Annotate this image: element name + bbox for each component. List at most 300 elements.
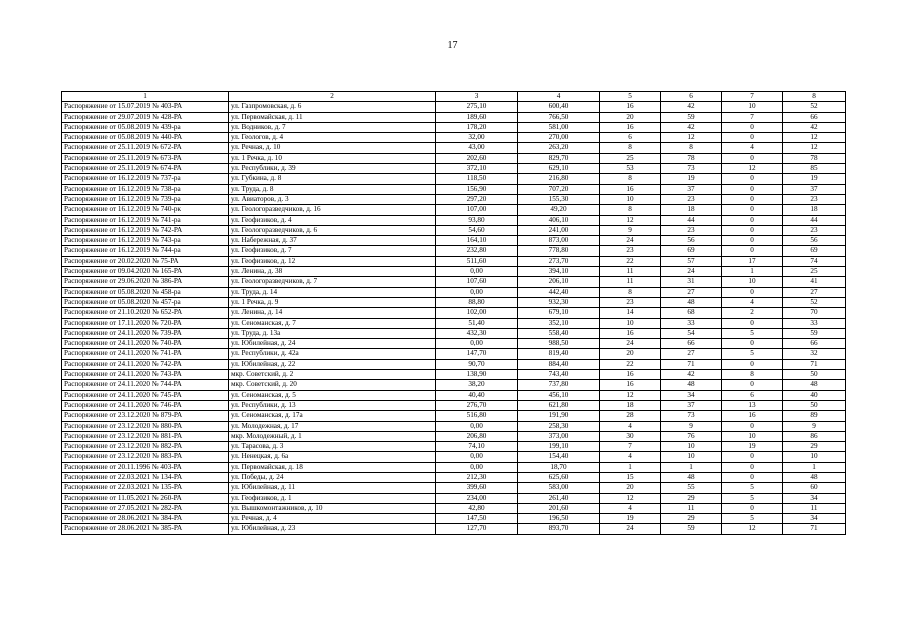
cell-document: Распоряжение от 17.11.2020 № 720-РА [62, 318, 229, 328]
cell-value-6: 48 [661, 380, 722, 390]
table-row [62, 174, 846, 184]
cell-value-6: 8 [661, 143, 722, 153]
cell-value-3: 138,90 [436, 370, 518, 380]
cell-document: Распоряжение от 16.12.2019 № 742-РА [62, 225, 229, 235]
cell-value-3: 0,00 [436, 462, 518, 472]
cell-value-4: 155,30 [518, 194, 600, 204]
cell-value-4: 273,70 [518, 256, 600, 266]
cell-value-6: 42 [661, 370, 722, 380]
cell-value-7: 10 [722, 431, 783, 441]
cell-value-7: 0 [722, 205, 783, 215]
cell-value-4: 261,40 [518, 493, 600, 503]
cell-value-8: 52 [783, 102, 846, 112]
cell-value-8: 18 [783, 205, 846, 215]
cell-value-8: 19 [783, 174, 846, 184]
cell-value-7: 12 [722, 164, 783, 174]
cell-value-7: 0 [722, 246, 783, 256]
cell-value-6: 66 [661, 339, 722, 349]
cell-value-7: 12 [722, 524, 783, 534]
table-row [62, 411, 846, 421]
cell-value-8: 70 [783, 308, 846, 318]
cell-address: ул. Газпромовская, д. 6 [229, 102, 436, 112]
cell-value-5: 16 [600, 380, 661, 390]
cell-value-3: 511,60 [436, 256, 518, 266]
cell-value-8: 69 [783, 246, 846, 256]
cell-value-7: 0 [722, 215, 783, 225]
cell-value-6: 78 [661, 153, 722, 163]
column-header: 8 [783, 92, 846, 102]
cell-value-7: 2 [722, 308, 783, 318]
cell-value-8: 71 [783, 359, 846, 369]
cell-value-8: 23 [783, 194, 846, 204]
cell-value-6: 24 [661, 267, 722, 277]
cell-value-5: 20 [600, 112, 661, 122]
cell-value-4: 201,60 [518, 503, 600, 513]
registry-table [61, 91, 846, 535]
cell-value-4: 778,80 [518, 246, 600, 256]
cell-value-3: 0,00 [436, 287, 518, 297]
cell-address: ул. Республики, д. 42а [229, 349, 436, 359]
cell-document: Распоряжение от 23.12.2020 № 880-РА [62, 421, 229, 431]
cell-value-6: 55 [661, 483, 722, 493]
cell-address: ул. Труда, д. 8 [229, 184, 436, 194]
cell-value-5: 24 [600, 524, 661, 534]
cell-value-7: 0 [722, 122, 783, 132]
cell-value-5: 8 [600, 287, 661, 297]
cell-value-4: 829,70 [518, 153, 600, 163]
cell-address: ул. Сеноманская, д. 5 [229, 390, 436, 400]
cell-address: ул. Тарасова, д. 3 [229, 442, 436, 452]
cell-value-6: 42 [661, 122, 722, 132]
table-row [62, 277, 846, 287]
cell-address: ул. Труда, д. 13а [229, 328, 436, 338]
cell-value-4: 819,40 [518, 349, 600, 359]
cell-document: Распоряжение от 16.12.2019 № 740-рк [62, 205, 229, 215]
cell-value-6: 56 [661, 236, 722, 246]
table-body [62, 102, 846, 534]
table-row [62, 421, 846, 431]
cell-value-4: 581,00 [518, 122, 600, 132]
cell-value-6: 18 [661, 205, 722, 215]
cell-address: ул. Юбилейная, д. 22 [229, 359, 436, 369]
cell-document: Распоряжение от 27.05.2021 № 282-РА [62, 503, 229, 513]
cell-value-5: 4 [600, 452, 661, 462]
cell-value-5: 20 [600, 349, 661, 359]
cell-value-6: 33 [661, 318, 722, 328]
cell-value-4: 932,30 [518, 297, 600, 307]
cell-value-6: 29 [661, 514, 722, 524]
cell-value-6: 71 [661, 359, 722, 369]
cell-address: ул. Геологоразведчиков, д. 7 [229, 277, 436, 287]
cell-value-8: 59 [783, 328, 846, 338]
cell-value-3: 93,80 [436, 215, 518, 225]
cell-value-7: 4 [722, 297, 783, 307]
cell-document: Распоряжение от 16.12.2019 № 739-ра [62, 194, 229, 204]
cell-value-4: 49,20 [518, 205, 600, 215]
table-row [62, 390, 846, 400]
table-row [62, 153, 846, 163]
cell-value-8: 74 [783, 256, 846, 266]
table-row [62, 400, 846, 410]
cell-value-7: 0 [722, 359, 783, 369]
cell-address: ул. Авиаторов, д. 3 [229, 194, 436, 204]
cell-value-8: 86 [783, 431, 846, 441]
cell-document: Распоряжение от 16.12.2019 № 744-ра [62, 246, 229, 256]
cell-value-3: 232,80 [436, 246, 518, 256]
cell-value-8: 34 [783, 493, 846, 503]
cell-value-3: 432,30 [436, 328, 518, 338]
table-row [62, 472, 846, 482]
cell-document: Распоряжение от 23.12.2020 № 881-РА [62, 431, 229, 441]
table-row [62, 246, 846, 256]
cell-value-5: 23 [600, 297, 661, 307]
cell-value-7: 5 [722, 349, 783, 359]
cell-value-3: 54,60 [436, 225, 518, 235]
cell-value-6: 19 [661, 174, 722, 184]
cell-value-5: 20 [600, 483, 661, 493]
column-header: 6 [661, 92, 722, 102]
cell-value-5: 10 [600, 318, 661, 328]
cell-document: Распоряжение от 15.07.2019 № 403-РА [62, 102, 229, 112]
table-row [62, 184, 846, 194]
cell-value-4: 263,20 [518, 143, 600, 153]
cell-value-3: 147,70 [436, 349, 518, 359]
cell-value-8: 78 [783, 153, 846, 163]
cell-address: ул. Геофизиков, д. 1 [229, 493, 436, 503]
cell-value-8: 23 [783, 225, 846, 235]
cell-address: ул. Первомайская, д. 18 [229, 462, 436, 472]
cell-document: Распоряжение от 28.06.2021 № 384-РА [62, 514, 229, 524]
cell-value-8: 11 [783, 503, 846, 513]
cell-value-7: 0 [722, 339, 783, 349]
cell-value-3: 234,00 [436, 493, 518, 503]
cell-value-5: 9 [600, 225, 661, 235]
cell-value-3: 118,50 [436, 174, 518, 184]
cell-value-3: 147,50 [436, 514, 518, 524]
table-row [62, 267, 846, 277]
cell-value-7: 6 [722, 390, 783, 400]
cell-value-6: 37 [661, 184, 722, 194]
cell-value-4: 743,40 [518, 370, 600, 380]
cell-address: ул. Труда, д. 14 [229, 287, 436, 297]
cell-value-8: 66 [783, 112, 846, 122]
page-number: 17 [447, 40, 458, 51]
cell-value-7: 5 [722, 483, 783, 493]
cell-value-8: 52 [783, 297, 846, 307]
cell-address: ул. Геологоразведчиков, д. 16 [229, 205, 436, 215]
cell-value-5: 10 [600, 194, 661, 204]
cell-value-6: 23 [661, 225, 722, 235]
cell-document: Распоряжение от 05.08.2019 № 440-РА [62, 133, 229, 143]
cell-value-5: 16 [600, 102, 661, 112]
cell-document: Распоряжение от 24.11.2020 № 745-РА [62, 390, 229, 400]
cell-document: Распоряжение от 16.12.2019 № 737-ра [62, 174, 229, 184]
cell-value-8: 42 [783, 122, 846, 132]
cell-value-6: 42 [661, 102, 722, 112]
cell-value-5: 25 [600, 153, 661, 163]
cell-value-7: 0 [722, 287, 783, 297]
cell-value-3: 516,80 [436, 411, 518, 421]
cell-value-4: 18,70 [518, 462, 600, 472]
cell-value-6: 1 [661, 462, 722, 472]
cell-value-5: 4 [600, 421, 661, 431]
cell-address: ул. Губкина, д. 8 [229, 174, 436, 184]
cell-value-3: 297,20 [436, 194, 518, 204]
cell-document: Распоряжение от 29.06.2020 № 386-РА [62, 277, 229, 287]
cell-address: ул. Юбилейная, д. 24 [229, 339, 436, 349]
cell-address: ул. Республики, д. 39 [229, 164, 436, 174]
cell-document: Распоряжение от 24.11.2020 № 744-РА [62, 380, 229, 390]
cell-document: Распоряжение от 24.11.2020 № 746-РА [62, 400, 229, 410]
table-row [62, 164, 846, 174]
cell-value-3: 275,10 [436, 102, 518, 112]
cell-value-4: 600,40 [518, 102, 600, 112]
cell-value-4: 191,90 [518, 411, 600, 421]
cell-address: ул. Сеноманская, д. 17а [229, 411, 436, 421]
cell-value-7: 0 [722, 133, 783, 143]
cell-value-3: 90,70 [436, 359, 518, 369]
cell-value-4: 206,10 [518, 277, 600, 287]
cell-value-5: 8 [600, 143, 661, 153]
cell-value-4: 373,00 [518, 431, 600, 441]
cell-address: ул. Геофизиков, д. 7 [229, 246, 436, 256]
table-row [62, 122, 846, 132]
cell-value-8: 32 [783, 349, 846, 359]
cell-document: Распоряжение от 20.02.2020 № 75-РА [62, 256, 229, 266]
cell-value-3: 202,60 [436, 153, 518, 163]
table-row [62, 194, 846, 204]
cell-value-4: 621,80 [518, 400, 600, 410]
cell-document: Распоряжение от 22.03.2021 № 135-РА [62, 483, 229, 493]
cell-value-6: 27 [661, 287, 722, 297]
cell-value-8: 10 [783, 452, 846, 462]
cell-value-6: 59 [661, 524, 722, 534]
table-row [62, 524, 846, 534]
cell-value-3: 88,80 [436, 297, 518, 307]
cell-document: Распоряжение от 11.05.2021 № 260-РА [62, 493, 229, 503]
cell-value-5: 15 [600, 472, 661, 482]
cell-value-4: 270,00 [518, 133, 600, 143]
cell-address: ул. Молодежная, д. 17 [229, 421, 436, 431]
table-row [62, 462, 846, 472]
cell-value-5: 22 [600, 359, 661, 369]
cell-address: ул. Сеноманская, д. 7 [229, 318, 436, 328]
cell-value-3: 107,60 [436, 277, 518, 287]
cell-value-5: 53 [600, 164, 661, 174]
cell-value-3: 40,40 [436, 390, 518, 400]
cell-value-3: 74,10 [436, 442, 518, 452]
cell-value-8: 34 [783, 514, 846, 524]
cell-value-4: 893,70 [518, 524, 600, 534]
table-row [62, 328, 846, 338]
cell-value-6: 9 [661, 421, 722, 431]
cell-address: ул. Ленина, д. 14 [229, 308, 436, 318]
cell-value-4: 766,50 [518, 112, 600, 122]
cell-value-5: 28 [600, 411, 661, 421]
table-row [62, 225, 846, 235]
cell-value-6: 29 [661, 493, 722, 503]
cell-address: ул. 1 Речка, д. 10 [229, 153, 436, 163]
cell-value-3: 189,60 [436, 112, 518, 122]
cell-value-5: 8 [600, 205, 661, 215]
cell-value-7: 0 [722, 503, 783, 513]
cell-value-5: 16 [600, 370, 661, 380]
cell-value-7: 5 [722, 328, 783, 338]
table-row [62, 308, 846, 318]
cell-document: Распоряжение от 24.11.2020 № 743-РА [62, 370, 229, 380]
cell-document: Распоряжение от 20.11.1996 № 403-РА [62, 462, 229, 472]
cell-value-4: 406,10 [518, 215, 600, 225]
cell-value-8: 12 [783, 133, 846, 143]
cell-value-7: 0 [722, 318, 783, 328]
cell-value-8: 25 [783, 267, 846, 277]
cell-value-8: 40 [783, 390, 846, 400]
table-row [62, 256, 846, 266]
cell-value-8: 44 [783, 215, 846, 225]
table-row [62, 102, 846, 112]
cell-value-3: 0,00 [436, 339, 518, 349]
cell-value-8: 89 [783, 411, 846, 421]
column-header: 3 [436, 92, 518, 102]
cell-value-4: 558,40 [518, 328, 600, 338]
cell-value-4: 154,40 [518, 452, 600, 462]
cell-value-4: 352,10 [518, 318, 600, 328]
cell-address: ул. Водников, д. 7 [229, 122, 436, 132]
cell-value-7: 13 [722, 400, 783, 410]
table-row [62, 359, 846, 369]
cell-value-3: 212,30 [436, 472, 518, 482]
table-row [62, 297, 846, 307]
cell-value-6: 57 [661, 256, 722, 266]
cell-value-6: 10 [661, 452, 722, 462]
cell-value-8: 48 [783, 472, 846, 482]
table-row [62, 514, 846, 524]
cell-document: Распоряжение от 25.11.2019 № 673-РА [62, 153, 229, 163]
cell-value-6: 59 [661, 112, 722, 122]
cell-value-3: 206,80 [436, 431, 518, 441]
cell-value-4: 394,10 [518, 267, 600, 277]
cell-value-8: 71 [783, 524, 846, 534]
cell-value-5: 16 [600, 122, 661, 132]
table-row [62, 349, 846, 359]
cell-address: ул. Юбилейная, д. 23 [229, 524, 436, 534]
column-header: 7 [722, 92, 783, 102]
table-row [62, 370, 846, 380]
cell-value-7: 5 [722, 493, 783, 503]
cell-value-8: 85 [783, 164, 846, 174]
cell-value-6: 37 [661, 400, 722, 410]
cell-address: ул. Геофизиков, д. 12 [229, 256, 436, 266]
cell-value-5: 1 [600, 462, 661, 472]
cell-value-5: 12 [600, 390, 661, 400]
cell-value-4: 873,00 [518, 236, 600, 246]
table-row [62, 493, 846, 503]
column-header: 1 [62, 92, 229, 102]
cell-value-6: 34 [661, 390, 722, 400]
cell-address: ул. Речная, д. 4 [229, 514, 436, 524]
cell-document: Распоряжение от 24.11.2020 № 739-РА [62, 328, 229, 338]
cell-value-3: 102,00 [436, 308, 518, 318]
cell-address: ул. Набережная, д. 37 [229, 236, 436, 246]
cell-value-8: 9 [783, 421, 846, 431]
cell-value-5: 30 [600, 431, 661, 441]
cell-value-5: 4 [600, 503, 661, 513]
table-row [62, 112, 846, 122]
cell-document: Распоряжение от 05.08.2019 № 439-ра [62, 122, 229, 132]
cell-value-8: 27 [783, 287, 846, 297]
cell-document: Распоряжение от 24.11.2020 № 740-РА [62, 339, 229, 349]
cell-value-7: 17 [722, 256, 783, 266]
cell-address: ул. Ленина, д. 38 [229, 267, 436, 277]
cell-value-7: 0 [722, 174, 783, 184]
cell-document: Распоряжение от 21.10.2020 № 652-РА [62, 308, 229, 318]
cell-value-5: 12 [600, 215, 661, 225]
cell-value-8: 48 [783, 380, 846, 390]
table-row [62, 236, 846, 246]
cell-value-3: 51,40 [436, 318, 518, 328]
cell-value-6: 44 [661, 215, 722, 225]
cell-value-5: 16 [600, 328, 661, 338]
cell-value-7: 7 [722, 112, 783, 122]
cell-value-6: 73 [661, 164, 722, 174]
table-row [62, 287, 846, 297]
cell-value-5: 19 [600, 514, 661, 524]
cell-value-4: 707,20 [518, 184, 600, 194]
table-row [62, 143, 846, 153]
cell-document: Распоряжение от 16.12.2019 № 743-ра [62, 236, 229, 246]
cell-value-8: 33 [783, 318, 846, 328]
cell-value-5: 23 [600, 246, 661, 256]
cell-value-4: 884,40 [518, 359, 600, 369]
cell-value-3: 43,00 [436, 143, 518, 153]
cell-address: ул. Победы, д. 24 [229, 472, 436, 482]
table-row [62, 503, 846, 513]
cell-document: Распоряжение от 29.07.2019 № 428-РА [62, 112, 229, 122]
cell-value-4: 196,50 [518, 514, 600, 524]
table-row [62, 380, 846, 390]
table-row [62, 452, 846, 462]
cell-value-3: 0,00 [436, 421, 518, 431]
cell-address: ул. Вышкомонтажников, д. 10 [229, 503, 436, 513]
cell-value-4: 737,80 [518, 380, 600, 390]
cell-value-5: 18 [600, 400, 661, 410]
cell-value-4: 988,50 [518, 339, 600, 349]
cell-document: Распоряжение от 25.11.2019 № 672-РА [62, 143, 229, 153]
cell-value-5: 11 [600, 267, 661, 277]
cell-value-7: 0 [722, 472, 783, 482]
table-row [62, 215, 846, 225]
cell-value-7: 0 [722, 452, 783, 462]
cell-value-7: 0 [722, 462, 783, 472]
cell-value-7: 0 [722, 421, 783, 431]
column-header: 5 [600, 92, 661, 102]
cell-value-6: 48 [661, 297, 722, 307]
cell-value-5: 6 [600, 133, 661, 143]
cell-value-6: 31 [661, 277, 722, 287]
column-header: 2 [229, 92, 436, 102]
cell-value-3: 156,90 [436, 184, 518, 194]
cell-value-4: 216,80 [518, 174, 600, 184]
cell-value-4: 456,10 [518, 390, 600, 400]
cell-value-6: 73 [661, 411, 722, 421]
cell-value-8: 41 [783, 277, 846, 287]
cell-value-4: 442,40 [518, 287, 600, 297]
cell-address: ул. Первомайская, д. 11 [229, 112, 436, 122]
table-row [62, 318, 846, 328]
table-row [62, 483, 846, 493]
cell-value-7: 0 [722, 184, 783, 194]
cell-value-5: 16 [600, 184, 661, 194]
